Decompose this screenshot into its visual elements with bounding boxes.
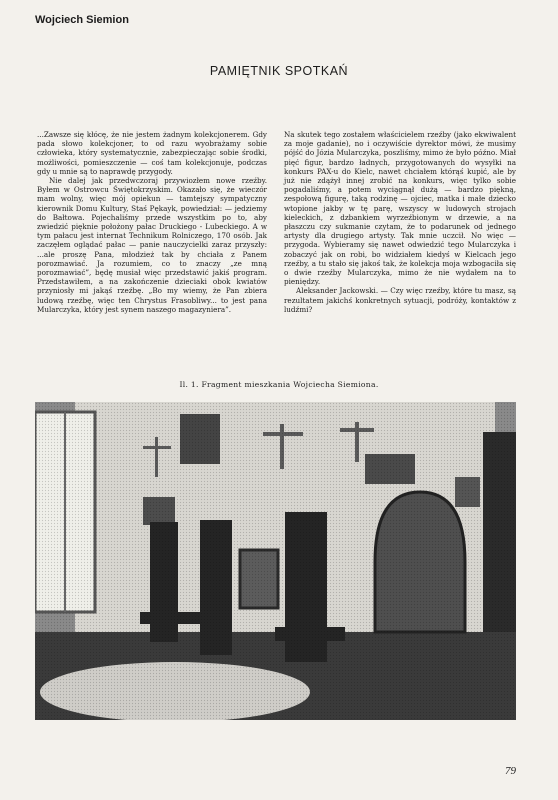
running-head: Wojciech Siemion <box>35 14 129 26</box>
right-text-column <box>284 130 516 314</box>
paragraph: Nie dalej jak przedwczoraj przywiozłem nowe rzeźby. Byłem w Ostrowcu Świętokrzyskim. Okazało się, że wieczór mam wolny, więc mój opiekun — tamtejszy sympatyczny kierownik Domu Kultury, Staś Pękayk, powiedział: — jedziemy do Bałtowa. Pojechaliśmy przede wszystkim po to, aby zwiedzić pięknie położony pałac Druckiego - Lubeckiego. A w tym pałacu jest internat Technikum Rolniczego, 170 osób. Jak zaczęłem oglądać pałac — panie nauczycielki zaraz przyszły: ...ale proszę Pana, młodzież tak by chciała z Panem porozmawiać. Ja rozumiem, co to znaczy „ze mną porozmawiać”, będę musiał więc przedstawić jakiś program. Przedstawiłem, a na zakończenie dzieciaki obok kwiatów przyniosły mi jakąś rzeźbę. „Bo my wiemy, że Pan zbiera ludową rzeźbę, więc ten Chrystus Frasobliwy... to jest pana Mularczyka, który jest synem naszego magazyniera”. <box>37 176 267 314</box>
photo-caption: Il. 1. Fragment mieszkania Wojciecha Siemiona. <box>179 380 379 389</box>
photo-illustration <box>35 402 516 720</box>
paragraph: ...Zawsze się kłócę, że nie jestem żadnym kolekcjonerem. Gdy pada słowo kolekcjoner, to od razu wyobrażamy sobie człowieka, który systematycznie, zabezpieczając sobie środki, możliwości, pomieszczenie — coś tam kolekcjonuje, podczas gdy u mnie są to naprawdę przygody. <box>37 130 267 176</box>
paragraph: Na skutek tego zostałem właścicielem rzeźby (jako ekwiwalent za moje gadanie), no i oczywiście dyrektor mówi, że musimy pójść do Józia Mularczyka, poszliśmy, mimo że było późno. Miał pięć figur, bardzo ładnych, przygotowanych do wysyłki na konkurs PAX-u do Kielc, nawet chciałem którąś kupić, ale by już nie zdążył innej zrobić na konkurs, więc tylko sobie pogadaliśmy, a potem wyciągnął dużą — bardzo piękną, zespołową figurę, taką rodzinę — ojciec, matka i małe dziecko wtopione jakby w tę parę, wszyscy w ludowych strojach kieleckich, z dzbankiem wyrzeźbionym w drzewie, a na płaszczu czy sukmanie czytam, że to podarunek od jednego artysty dla drugiego artysty. Tak mnie uczcił. No więc — przygoda. Wybieramy się nawet odwiedzić tego Mularczyka i zobaczyć jak on robi, bo widziałem kiedyś w Kielcach jego rzeźby, a tu stało się jakoś tak, że kolekcja moja wzbogaciła się o dwie rzeźby Mularczyka, mimo że nie wydałem na to pieniędzy. <box>284 130 516 287</box>
left-text-column <box>37 130 267 314</box>
interior-photograph <box>35 402 516 720</box>
paragraph: Aleksander Jackowski. — Czy więc rzeźby, które tu masz, są rezultatem jakichś konkretnych sytuacji, podróży, kontaktów z ludźmi? <box>284 286 516 314</box>
article-title: PAMIĘTNIK SPOTKAŃ <box>209 64 349 78</box>
page-number: 79 <box>505 765 516 777</box>
